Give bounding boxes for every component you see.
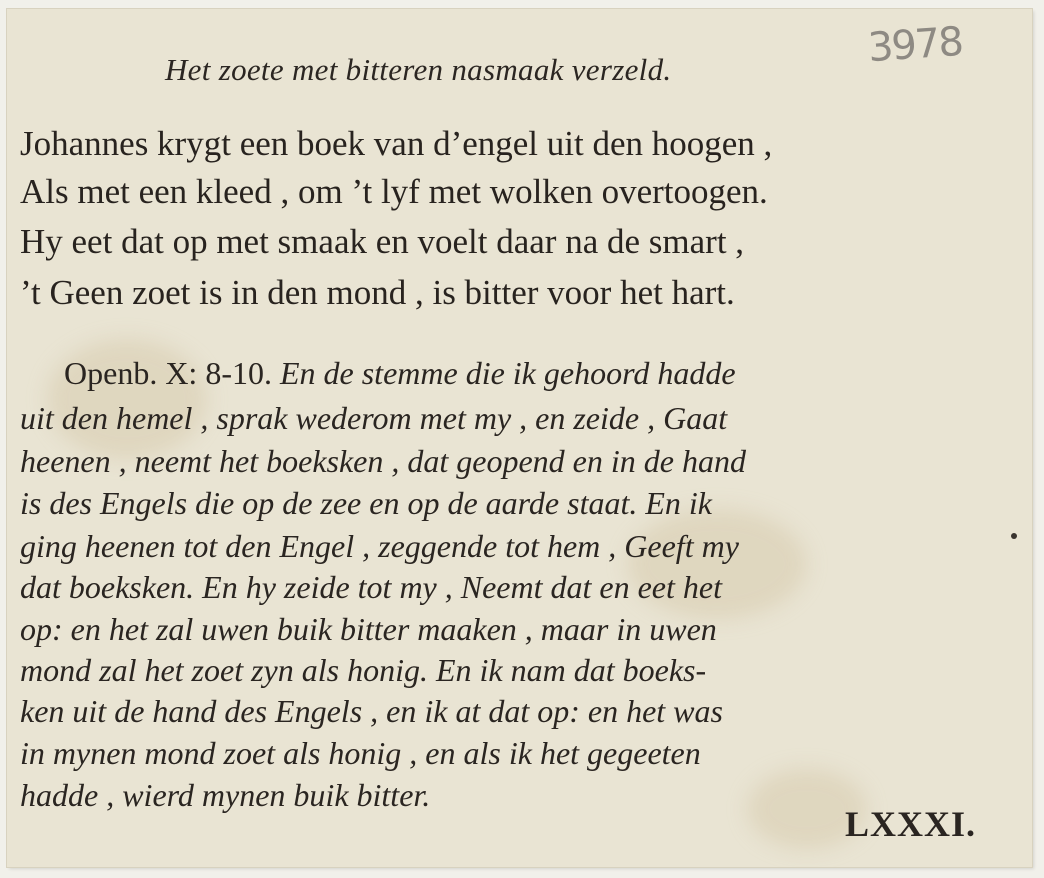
scripture-line: mond zal het zoet zyn als honig. En ik nam dat boeks-	[20, 652, 707, 688]
scripture-line: hadde , wierd mynen buik bitter.	[20, 777, 431, 813]
scripture-line: is des Engels die op de zee en op de aarde staat. En ik	[20, 485, 712, 521]
plate-number: LXXXI.	[845, 804, 977, 844]
verse-line: Hy eet dat op met smaak en voelt daar na de smart ,	[20, 222, 745, 261]
scripture-line: ken uit de hand des Engels , en ik at dat op: en het was	[20, 693, 723, 729]
verse-line: ’t Geen zoet is in den mond , is bitter voor het hart.	[20, 273, 735, 312]
handwritten-catalog-number: 3978	[866, 18, 964, 72]
print-title: Het zoete met bitteren nasmaak verzeld.	[165, 52, 672, 87]
verse-line: Als met een kleed , om ’t lyf met wolken overtoogen.	[20, 172, 768, 211]
scripture-line: dat boeksken. En hy zeide tot my , Neemt dat en eet het	[20, 569, 722, 605]
scripture-line: op: en het zal uwen buik bitter maaken , maar in uwen	[20, 611, 717, 647]
scripture-line: in mynen mond zoet als honig , en als ik het gegeeten	[20, 735, 701, 771]
scripture-reference: Openb. X: 8-10.	[64, 355, 272, 391]
scripture-line: En de stemme die ik gehoord hadde	[279, 355, 736, 391]
scripture-first-line	[64, 355, 736, 392]
scripture-line: ging heenen tot den Engel , zeggende tot hem , Geeft my	[20, 528, 739, 564]
verse-line: Johannes krygt een boek van d’engel uit den hoogen ,	[20, 124, 773, 163]
scripture-line: heenen , neemt het boeksken , dat geopend en in de hand	[20, 443, 746, 479]
scripture-line: uit den hemel , sprak wederom met my , en zeide , Gaat	[20, 400, 728, 436]
margin-dot	[1011, 533, 1017, 539]
